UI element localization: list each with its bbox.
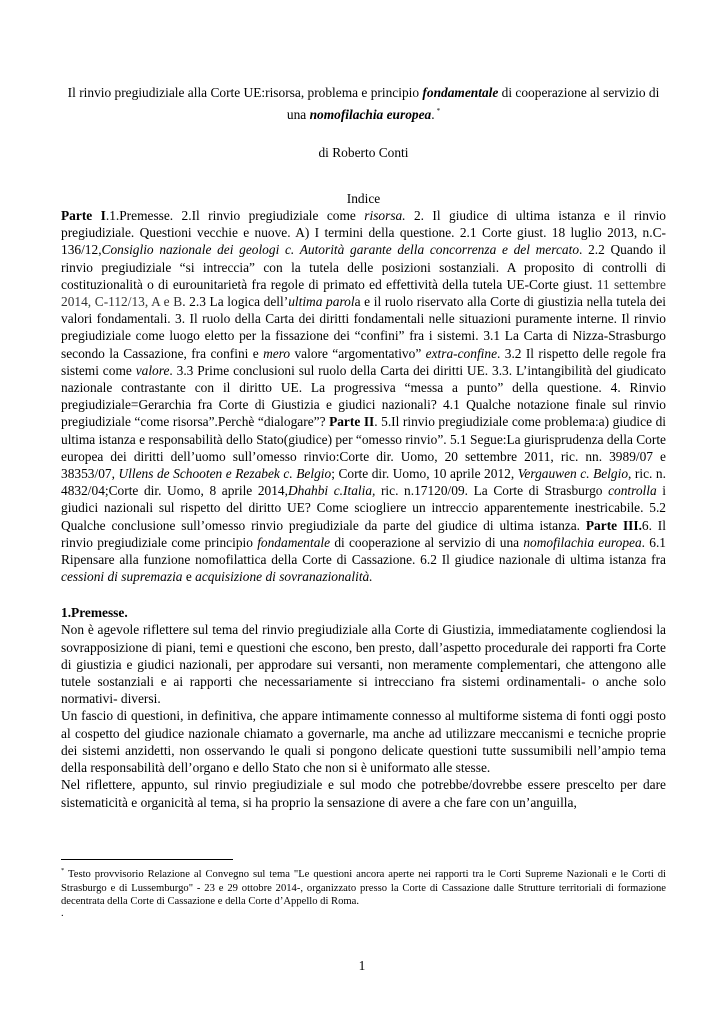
index-segment: . 6.1 Ripensare alla funzione nomofilattica della Corte di Cassazione. 6.2 Il giudice nazionale di ultima istanza fra bbox=[61, 534, 666, 568]
index-segment: valore “argomentativo” bbox=[290, 345, 426, 361]
index-segment: ; Corte dir. Uomo, 10 aprile 2012, bbox=[331, 466, 518, 482]
index-segment: ric. n.17120/09. La Corte di Strasburgo bbox=[375, 483, 609, 499]
index-segment: . 2.2 Quando il rinvio pregiudiziale “si intreccia” con la tutela delle posizioni sostanziali. A proposito di controlli di costituzionalità o di eurounitarietà fra regole di primato ed effettività della tutela UE-Corte giust. bbox=[61, 242, 667, 292]
index-segment: Consiglio nazionale dei geologi c. Autorità garante della concorrenza e del mercato bbox=[101, 242, 580, 258]
index-segment: 11 settembre 2014, C-112/13, A e B bbox=[61, 276, 666, 310]
index-body bbox=[61, 207, 666, 585]
title-text-2: di cooperazione al servizio di una bbox=[286, 85, 660, 122]
section-body bbox=[61, 621, 666, 810]
paragraph: Non è agevole riflettere sul tema del rinvio pregiudiziale alla Corte di Giustizia, immediatamente cogliendosi la sovrapposizione di piani, temi e questioni che escono, ben presto, dall’aspetto procedurale dei rapporti fra Corte di giustizia e giudici nazionali, per approdare sui versanti, non meramente complementari, che attengono alle tutele sostanziali e ai rapporti che necessariamente si intrecciano fra sistemi ordinamentali- o anche solo normativi- diversi. bbox=[61, 622, 666, 707]
index-segment: Parte II bbox=[329, 414, 375, 430]
index-segment: 6. Il rinvio pregiudiziale come principio bbox=[61, 517, 666, 550]
footnote bbox=[61, 864, 666, 909]
index-segment: . 5.Il rinvio pregiudiziale come problema:a) giudice di ultima istanza e responsabilità dello Stato(giudice) per “omesso rinvio”. 5.1 Segue:La giurisprudenza della Corte europea dei diritti dell’uomo sull’omesso rinvio:Corte dir. Uomo, 20 settembre 2011, ric. nn. 3989/07 e 38353/07, bbox=[61, 414, 667, 482]
title-emphasis-fondamentale: fondamentale bbox=[422, 85, 499, 100]
title-emphasis-nomofilachia: nomofilachia europea bbox=[309, 107, 432, 122]
index-segment: e bbox=[182, 569, 196, 585]
index-segment: cessioni di supremazia bbox=[61, 569, 183, 585]
index-segment: fondamentale bbox=[257, 534, 331, 550]
footnote-trailing-mark: . bbox=[61, 908, 64, 919]
section-heading-premesse: 1.Premesse. bbox=[61, 605, 128, 621]
index-segment: 2. Il giudice di ultima istanza e il rinvio pregiudiziale. Questioni vecchie e nuove. A) I termini della questione. 2.1 Corte giust. 18 luglio 2013, n.C-136/12, bbox=[61, 208, 666, 258]
index-segment: di cooperazione al servizio di una bbox=[330, 534, 524, 550]
index-segment: . 2.3 La logica dell’ bbox=[182, 294, 289, 310]
title-period: . bbox=[431, 107, 435, 122]
author-line: di Roberto Conti bbox=[318, 145, 409, 160]
index-segment: ultima parol bbox=[288, 294, 355, 310]
footnote-text: Testo provvisorio Relazione al Convegno sul tema "Le questioni ancora aperte nei rapporti tra le Corti Supreme Nazionali e le Corti di Strasburgo e di Lussemburgo" - 23 e 29 ottobre 2014-, organizzato presso la Corte di Cassazione dalle Strutture territoriali di formazione decentrata della Corte di Cassazione e della Corte d’Appello di Roma. bbox=[61, 869, 666, 908]
index-segment: Ullens de Schooten e Rezabek c. Belgio bbox=[118, 466, 332, 482]
index-segment: , ric. n. 4832/04;Corte dir. Uomo, 8 aprile 2014, bbox=[61, 466, 666, 499]
index-segment: .1.Premesse. 2.Il rinvio pregiudiziale come bbox=[105, 208, 365, 223]
index-segment: . 3.2 Il rispetto delle regole fra sistemi come bbox=[61, 345, 666, 378]
paragraph: Nel riflettere, appunto, sul rinvio pregiudiziale e sul modo che potrebbe/dovrebbe essere prescelto per dare sistematicità e organicità al tema, si ha proprio la sensazione di avere a che fare con un’anguilla, bbox=[61, 777, 666, 810]
paragraph: Un fascio di questioni, in definitiva, che appare intimamente connesso al multiforme sistema di fonti oggi posto al cospetto del giudice nazionale chiamato a governarle, ma anche ad utilizzare meccanismi e tecniche proprie dei sistemi anzidetti, non osservando le quali si pongono delicate questioni tutte sussumibili nell’ampio tema della responsabilità dell’organo e dello Stato che non si è uniformato alle stesse. bbox=[61, 708, 666, 776]
footnote-divider bbox=[61, 859, 233, 860]
index-segment: Dhahbi c.Italia, bbox=[287, 483, 376, 499]
index-segment: Parte III. bbox=[585, 517, 642, 533]
index-segment: a e il ruolo riservato alla Corte di giustizia nella tutela dei valori fondamentali. 3. Il ruolo della Carta dei diritti fondamentali nelle situazioni puramente interne. Il rinvio pregiudiziale come luogo eletto per la fissazione dei “confini” fra i sistemi. 3.1 La Carta di Nizza-Strasburgo secondo la Cassazione, fra confini e bbox=[61, 294, 667, 361]
index-segment: . 3.3 Prime conclusioni sul ruolo della Carta dei diritti UE. 3.3. L’intangibilità del giudicato nazionale contrastante con il diritto UE. La progressiva “messa a punto” della questione. 4. Rinvio pregiudiziale=Gerarchia fra Corte di Giustizia e giudici nazionali? 4.1 Qualche notazione finale sul rinvio pregiudiziale “come risorsa”.Perchè “dialogare”? bbox=[61, 362, 667, 430]
page-number: 1 bbox=[358, 958, 366, 973]
document-page bbox=[61, 84, 666, 811]
title-footnote-mark[interactable]: * bbox=[436, 107, 441, 115]
footnote-mark: * bbox=[61, 867, 65, 874]
index-segment: mero bbox=[263, 345, 291, 361]
index-segment: Parte I bbox=[61, 208, 106, 223]
index-segment: Vergauwen c. Belgio bbox=[517, 466, 629, 482]
title-text: Il rinvio pregiudiziale alla Corte UE:risorsa, problema e principio bbox=[67, 85, 423, 100]
index-heading: Indice bbox=[346, 191, 381, 206]
index-segment: i giudici nazionali sul rispetto del diritto UE? Come sciogliere un intreccio apparentemente inestricabile. 5.2 Qualche conclusione sull’omesso rinvio pregiudiziale da parte del giudice di ultima istanza. bbox=[61, 483, 666, 533]
index-segment: acquisizione di sovranazionalità. bbox=[195, 569, 373, 585]
document-title bbox=[61, 84, 666, 124]
index-segment: risorsa. bbox=[364, 208, 406, 223]
index-segment: extra-confine bbox=[425, 345, 498, 361]
index-segment: valore bbox=[135, 362, 170, 378]
index-segment: nomofilachia europea bbox=[523, 534, 642, 550]
index-segment: controlla bbox=[608, 483, 657, 499]
